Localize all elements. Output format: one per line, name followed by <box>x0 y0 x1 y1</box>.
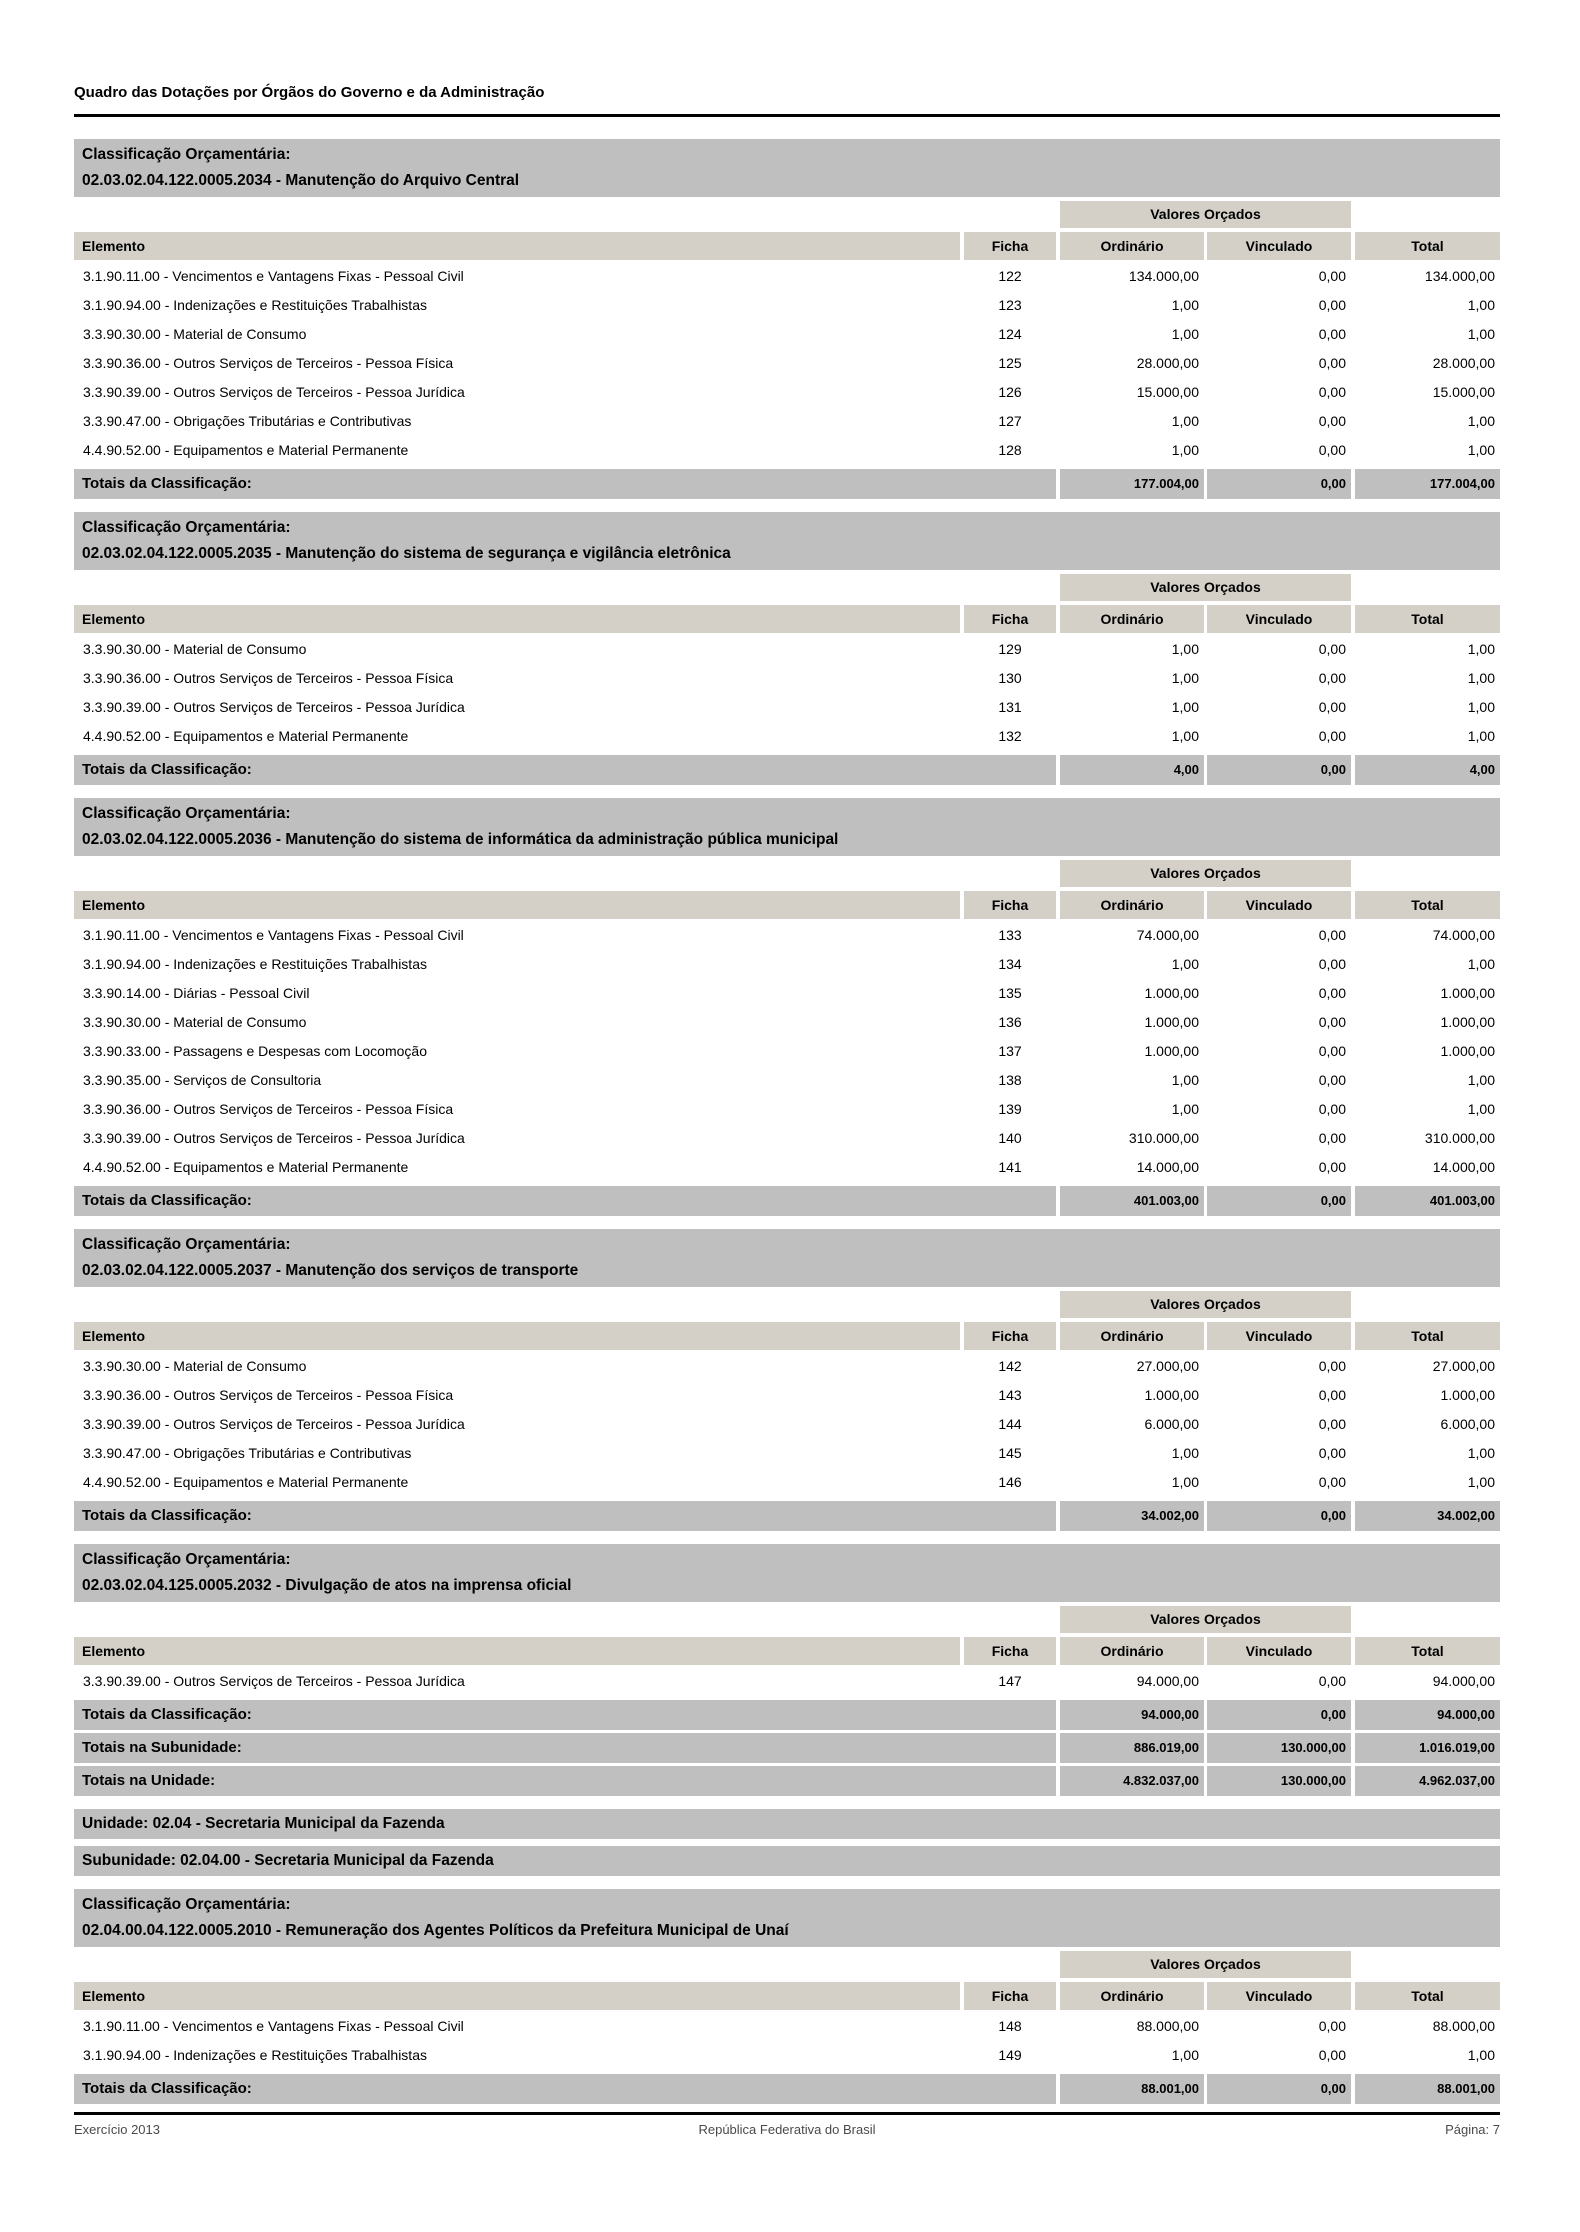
cell-total: 1,00 <box>1467 297 1495 313</box>
cell-ficha: 131 <box>998 699 1022 715</box>
cell-vinculado: 0,00 <box>1318 670 1346 686</box>
totals-ordinario: 88.001,00 <box>1060 2074 1204 2104</box>
classification-band <box>74 1229 1500 1287</box>
classification-section <box>74 139 1500 499</box>
sections-container <box>74 139 1500 2104</box>
column-header-elemento: Elemento <box>74 1637 960 1665</box>
cell-elemento: 3.3.90.30.00 - Material de Consumo <box>83 1358 307 1374</box>
column-header-total: Total <box>1355 891 1500 919</box>
totals-row <box>74 1700 1500 1730</box>
totals-vinculado: 0,00 <box>1207 1700 1351 1730</box>
cell-total: 1,00 <box>1467 1101 1495 1117</box>
classification-section <box>74 512 1500 785</box>
cell-ficha: 123 <box>998 297 1022 313</box>
cell-ficha: 139 <box>998 1101 1022 1117</box>
report-title: Quadro das Dotações por Órgãos do Governo e da Administração <box>74 84 545 101</box>
cell-ordinario: 1,00 <box>1171 297 1199 313</box>
cell-ordinario: 1,00 <box>1171 1445 1199 1461</box>
cell-total: 1,00 <box>1467 326 1495 342</box>
totals-row <box>74 1186 1500 1216</box>
table-row <box>74 436 1500 465</box>
totals-vinculado: 0,00 <box>1207 1501 1351 1531</box>
valores-spacer <box>74 860 1060 887</box>
cell-ordinario: 1.000,00 <box>1144 985 1199 1001</box>
totals-row <box>74 2074 1500 2104</box>
totals-total: 1.016.019,00 <box>1355 1733 1500 1763</box>
totals-ordinario: 4.832.037,00 <box>1060 1766 1204 1796</box>
subunit-band: Subunidade: 02.04.00 - Secretaria Municipal da Fazenda <box>74 1846 1500 1876</box>
footer-texts <box>74 2122 1500 2140</box>
cell-total: 27.000,00 <box>1432 1358 1495 1374</box>
valores-row <box>74 1951 1500 1978</box>
totals-label: Totais na Unidade: <box>74 1766 1056 1796</box>
cell-ordinario: 27.000,00 <box>1136 1358 1199 1374</box>
cell-elemento: 3.3.90.39.00 - Outros Serviços de Terceiros - Pessoa Jurídica <box>83 384 465 400</box>
table-row <box>74 1352 1500 1381</box>
cell-total: 1.000,00 <box>1440 1014 1495 1030</box>
cell-ficha: 146 <box>998 1474 1022 1490</box>
classification-band <box>74 512 1500 570</box>
totals-label: Totais na Subunidade: <box>74 1733 1056 1763</box>
cell-ordinario: 1,00 <box>1171 2047 1199 2063</box>
table-row <box>74 2012 1500 2041</box>
table-row <box>74 979 1500 1008</box>
totals-ordinario: 4,00 <box>1060 755 1204 785</box>
cell-total: 134.000,00 <box>1424 268 1495 284</box>
totals-total: 4,00 <box>1355 755 1500 785</box>
table-row <box>74 1439 1500 1468</box>
column-header-vinculado: Vinculado <box>1207 605 1351 633</box>
report-content <box>74 0 1500 2104</box>
valores-orcados-header: Valores Orçados <box>1060 1291 1351 1318</box>
cell-ordinario: 1.000,00 <box>1144 1014 1199 1030</box>
classification-heading: Classificação Orçamentária: <box>82 1896 291 1913</box>
table-row <box>74 1066 1500 1095</box>
cell-vinculado: 0,00 <box>1318 641 1346 657</box>
column-header-total: Total <box>1355 1982 1500 2010</box>
table-header-row <box>74 1637 1500 1665</box>
cell-elemento: 4.4.90.52.00 - Equipamentos e Material Permanente <box>83 442 409 458</box>
cell-ficha: 135 <box>998 985 1022 1001</box>
classification-band <box>74 798 1500 856</box>
cell-total: 1,00 <box>1467 956 1495 972</box>
cell-ordinario: 6.000,00 <box>1144 1416 1199 1432</box>
table-row <box>74 1410 1500 1439</box>
cell-elemento: 3.1.90.11.00 - Vencimentos e Vantagens Fixas - Pessoal Civil <box>83 268 464 284</box>
footer-exercise-year: Exercício 2013 <box>74 2122 160 2137</box>
totals-row <box>74 1766 1500 1796</box>
cell-vinculado: 0,00 <box>1318 1072 1346 1088</box>
totals-row <box>74 1501 1500 1531</box>
totals-label: Totais da Classificação: <box>74 1501 1056 1531</box>
cell-total: 1,00 <box>1467 728 1495 744</box>
cell-total: 1,00 <box>1467 670 1495 686</box>
valores-row <box>74 860 1500 887</box>
table-row <box>74 2041 1500 2070</box>
table-row <box>74 693 1500 722</box>
valores-spacer <box>74 574 1060 601</box>
header-rule <box>74 114 1500 117</box>
cell-elemento: 3.3.90.39.00 - Outros Serviços de Terceiros - Pessoa Jurídica <box>83 1416 465 1432</box>
totals-label: Totais da Classificação: <box>74 755 1056 785</box>
totals-vinculado: 130.000,00 <box>1207 1733 1351 1763</box>
totals-total: 4.962.037,00 <box>1355 1766 1500 1796</box>
cell-elemento: 3.3.90.33.00 - Passagens e Despesas com Locomoção <box>83 1043 427 1059</box>
cell-elemento: 3.3.90.39.00 - Outros Serviços de Terceiros - Pessoa Jurídica <box>83 699 465 715</box>
totals-label: Totais da Classificação: <box>74 2074 1056 2104</box>
cell-vinculado: 0,00 <box>1318 1445 1346 1461</box>
cell-elemento: 3.3.90.30.00 - Material de Consumo <box>83 1014 307 1030</box>
cell-ficha: 147 <box>998 1673 1022 1689</box>
unit-band: Unidade: 02.04 - Secretaria Municipal da Fazenda <box>74 1809 1500 1839</box>
column-header-elemento: Elemento <box>74 605 960 633</box>
cell-elemento: 3.1.90.11.00 - Vencimentos e Vantagens Fixas - Pessoal Civil <box>83 2018 464 2034</box>
classification-title: 02.03.02.04.122.0005.2035 - Manutenção do sistema de segurança e vigilância eletrônica <box>82 545 731 562</box>
cell-elemento: 3.3.90.36.00 - Outros Serviços de Terceiros - Pessoa Física <box>83 670 454 686</box>
column-header-ordinario: Ordinário <box>1060 605 1204 633</box>
totals-label: Totais da Classificação: <box>74 1186 1056 1216</box>
cell-vinculado: 0,00 <box>1318 326 1346 342</box>
totals-total: 177.004,00 <box>1355 469 1500 499</box>
column-header-vinculado: Vinculado <box>1207 1982 1351 2010</box>
cell-ordinario: 1,00 <box>1171 413 1199 429</box>
totals-total: 88.001,00 <box>1355 2074 1500 2104</box>
classification-heading: Classificação Orçamentária: <box>82 805 291 822</box>
totals-vinculado: 0,00 <box>1207 1186 1351 1216</box>
valores-row <box>74 574 1500 601</box>
totals-ordinario: 886.019,00 <box>1060 1733 1204 1763</box>
valores-spacer <box>74 1951 1060 1978</box>
cell-elemento: 3.3.90.36.00 - Outros Serviços de Terceiros - Pessoa Física <box>83 1387 454 1403</box>
totals-total: 94.000,00 <box>1355 1700 1500 1730</box>
cell-vinculado: 0,00 <box>1318 728 1346 744</box>
cell-vinculado: 0,00 <box>1318 1474 1346 1490</box>
cell-vinculado: 0,00 <box>1318 1043 1346 1059</box>
cell-ficha: 130 <box>998 670 1022 686</box>
cell-ficha: 124 <box>998 326 1022 342</box>
column-header-ordinario: Ordinário <box>1060 1982 1204 2010</box>
footer-page-number: Página: 7 <box>1445 2122 1500 2137</box>
cell-vinculado: 0,00 <box>1318 927 1346 943</box>
cell-ficha: 148 <box>998 2018 1022 2034</box>
cell-elemento: 3.3.90.39.00 - Outros Serviços de Terceiros - Pessoa Jurídica <box>83 1130 465 1146</box>
totals-ordinario: 177.004,00 <box>1060 469 1204 499</box>
table-row <box>74 349 1500 378</box>
cell-elemento: 3.3.90.30.00 - Material de Consumo <box>83 641 307 657</box>
totals-total: 34.002,00 <box>1355 1501 1500 1531</box>
cell-ficha: 122 <box>998 268 1022 284</box>
cell-elemento: 3.1.90.11.00 - Vencimentos e Vantagens Fixas - Pessoal Civil <box>83 927 464 943</box>
cell-ficha: 132 <box>998 728 1022 744</box>
cell-total: 1.000,00 <box>1440 985 1495 1001</box>
cell-total: 1,00 <box>1467 413 1495 429</box>
table-row <box>74 407 1500 436</box>
classification-section <box>74 1544 1500 1796</box>
classification-band <box>74 139 1500 197</box>
table-row <box>74 378 1500 407</box>
valores-orcados-header: Valores Orçados <box>1060 574 1351 601</box>
classification-heading: Classificação Orçamentária: <box>82 1551 291 1568</box>
cell-elemento: 3.3.90.36.00 - Outros Serviços de Terceiros - Pessoa Física <box>83 1101 454 1117</box>
table-header-row <box>74 1322 1500 1350</box>
cell-vinculado: 0,00 <box>1318 2047 1346 2063</box>
column-header-total: Total <box>1355 232 1500 260</box>
table-row <box>74 1124 1500 1153</box>
column-header-ordinario: Ordinário <box>1060 891 1204 919</box>
cell-ficha: 149 <box>998 2047 1022 2063</box>
cell-elemento: 3.3.90.47.00 - Obrigações Tributárias e Contributivas <box>83 1445 412 1461</box>
cell-total: 1.000,00 <box>1440 1387 1495 1403</box>
cell-ficha: 140 <box>998 1130 1022 1146</box>
cell-ficha: 129 <box>998 641 1022 657</box>
footer-center-text: República Federativa do Brasil <box>698 2122 876 2137</box>
cell-elemento: 4.4.90.52.00 - Equipamentos e Material Permanente <box>83 728 409 744</box>
column-header-total: Total <box>1355 605 1500 633</box>
cell-ordinario: 1,00 <box>1171 670 1199 686</box>
totals-vinculado: 0,00 <box>1207 2074 1351 2104</box>
valores-spacer <box>74 1606 1060 1633</box>
cell-ficha: 137 <box>998 1043 1022 1059</box>
cell-total: 1,00 <box>1467 641 1495 657</box>
cell-total: 94.000,00 <box>1432 1673 1495 1689</box>
table-row <box>74 320 1500 349</box>
cell-elemento: 3.1.90.94.00 - Indenizações e Restituições Trabalhistas <box>83 297 427 313</box>
column-header-ficha: Ficha <box>964 891 1056 919</box>
cell-elemento: 3.3.90.47.00 - Obrigações Tributárias e Contributivas <box>83 413 412 429</box>
table-row <box>74 1381 1500 1410</box>
totals-ordinario: 94.000,00 <box>1060 1700 1204 1730</box>
cell-vinculado: 0,00 <box>1318 1358 1346 1374</box>
cell-elemento: 3.1.90.94.00 - Indenizações e Restituições Trabalhistas <box>83 956 427 972</box>
classification-band <box>74 1544 1500 1602</box>
column-header-ordinario: Ordinário <box>1060 1637 1204 1665</box>
table-row <box>74 1008 1500 1037</box>
cell-total: 1,00 <box>1467 1072 1495 1088</box>
cell-total: 1,00 <box>1467 1474 1495 1490</box>
cell-elemento: 3.3.90.36.00 - Outros Serviços de Terceiros - Pessoa Física <box>83 355 454 371</box>
footer-rule <box>74 2112 1500 2115</box>
cell-total: 14.000,00 <box>1432 1159 1495 1175</box>
classification-title: 02.03.02.04.122.0005.2036 - Manutenção do sistema de informática da administração pública municipal <box>82 831 839 848</box>
cell-elemento: 3.3.90.14.00 - Diárias - Pessoal Civil <box>83 985 310 1001</box>
valores-orcados-header: Valores Orçados <box>1060 1951 1351 1978</box>
table-header-row <box>74 891 1500 919</box>
cell-ficha: 127 <box>998 413 1022 429</box>
cell-ordinario: 1,00 <box>1171 1101 1199 1117</box>
classification-title: 02.03.02.04.125.0005.2032 - Divulgação de atos na imprensa oficial <box>82 1577 572 1594</box>
cell-ordinario: 1,00 <box>1171 1474 1199 1490</box>
cell-elemento: 4.4.90.52.00 - Equipamentos e Material Permanente <box>83 1159 409 1175</box>
totals-vinculado: 0,00 <box>1207 469 1351 499</box>
cell-ordinario: 1,00 <box>1171 326 1199 342</box>
totals-row <box>74 755 1500 785</box>
cell-ordinario: 1,00 <box>1171 728 1199 744</box>
column-header-elemento: Elemento <box>74 1982 960 2010</box>
table-row <box>74 1667 1500 1696</box>
cell-ficha: 138 <box>998 1072 1022 1088</box>
valores-row <box>74 1291 1500 1318</box>
totals-row <box>74 1733 1500 1763</box>
classification-title: 02.03.02.04.122.0005.2037 - Manutenção dos serviços de transporte <box>82 1262 579 1279</box>
cell-ficha: 144 <box>998 1416 1022 1432</box>
cell-total: 1,00 <box>1467 699 1495 715</box>
valores-orcados-header: Valores Orçados <box>1060 201 1351 228</box>
classification-title: 02.04.00.04.122.0005.2010 - Remuneração dos Agentes Políticos da Prefeitura Municipal de Unaí <box>82 1922 789 1939</box>
classification-section <box>74 798 1500 1216</box>
totals-vinculado: 130.000,00 <box>1207 1766 1351 1796</box>
column-header-ordinario: Ordinário <box>1060 1322 1204 1350</box>
cell-vinculado: 0,00 <box>1318 1014 1346 1030</box>
table-row <box>74 921 1500 950</box>
table-row <box>74 262 1500 291</box>
cell-ordinario: 88.000,00 <box>1136 2018 1199 2034</box>
column-header-elemento: Elemento <box>74 891 960 919</box>
column-header-vinculado: Vinculado <box>1207 232 1351 260</box>
column-header-total: Total <box>1355 1637 1500 1665</box>
cell-total: 1,00 <box>1467 442 1495 458</box>
cell-ordinario: 94.000,00 <box>1136 1673 1199 1689</box>
column-header-total: Total <box>1355 1322 1500 1350</box>
cell-total: 15.000,00 <box>1432 384 1495 400</box>
totals-ordinario: 34.002,00 <box>1060 1501 1204 1531</box>
cell-vinculado: 0,00 <box>1318 413 1346 429</box>
classification-band <box>74 1889 1500 1947</box>
cell-ordinario: 1,00 <box>1171 442 1199 458</box>
cell-ficha: 145 <box>998 1445 1022 1461</box>
cell-vinculado: 0,00 <box>1318 2018 1346 2034</box>
cell-ficha: 126 <box>998 384 1022 400</box>
cell-ordinario: 74.000,00 <box>1136 927 1199 943</box>
totals-label: Totais da Classificação: <box>74 469 1056 499</box>
valores-orcados-header: Valores Orçados <box>1060 1606 1351 1633</box>
classification-heading: Classificação Orçamentária: <box>82 1236 291 1253</box>
column-header-elemento: Elemento <box>74 1322 960 1350</box>
cell-ordinario: 14.000,00 <box>1136 1159 1199 1175</box>
page-footer <box>74 2112 1500 2140</box>
column-header-vinculado: Vinculado <box>1207 1637 1351 1665</box>
cell-vinculado: 0,00 <box>1318 442 1346 458</box>
cell-total: 1,00 <box>1467 2047 1495 2063</box>
cell-vinculado: 0,00 <box>1318 1101 1346 1117</box>
cell-ficha: 143 <box>998 1387 1022 1403</box>
cell-total: 74.000,00 <box>1432 927 1495 943</box>
cell-ordinario: 28.000,00 <box>1136 355 1199 371</box>
valores-spacer <box>74 201 1060 228</box>
cell-ficha: 128 <box>998 442 1022 458</box>
cell-total: 1.000,00 <box>1440 1043 1495 1059</box>
column-header-ficha: Ficha <box>964 1982 1056 2010</box>
totals-total: 401.003,00 <box>1355 1186 1500 1216</box>
cell-elemento: 3.3.90.30.00 - Material de Consumo <box>83 326 307 342</box>
cell-vinculado: 0,00 <box>1318 1159 1346 1175</box>
column-header-vinculado: Vinculado <box>1207 1322 1351 1350</box>
cell-ficha: 136 <box>998 1014 1022 1030</box>
column-header-elemento: Elemento <box>74 232 960 260</box>
table-row <box>74 722 1500 751</box>
cell-ordinario: 310.000,00 <box>1128 1130 1199 1146</box>
column-header-ficha: Ficha <box>964 232 1056 260</box>
cell-vinculado: 0,00 <box>1318 384 1346 400</box>
cell-vinculado: 0,00 <box>1318 956 1346 972</box>
column-header-ficha: Ficha <box>964 1637 1056 1665</box>
cell-ficha: 125 <box>998 355 1022 371</box>
cell-ordinario: 1,00 <box>1171 699 1199 715</box>
column-header-ficha: Ficha <box>964 1322 1056 1350</box>
cell-ordinario: 15.000,00 <box>1136 384 1199 400</box>
table-header-row <box>74 1982 1500 2010</box>
classification-title: 02.03.02.04.122.0005.2034 - Manutenção do Arquivo Central <box>82 172 520 189</box>
cell-elemento: 4.4.90.52.00 - Equipamentos e Material Permanente <box>83 1474 409 1490</box>
totals-row <box>74 469 1500 499</box>
cell-ordinario: 1.000,00 <box>1144 1387 1199 1403</box>
cell-elemento: 3.3.90.35.00 - Serviços de Consultoria <box>83 1072 322 1088</box>
cell-total: 6.000,00 <box>1440 1416 1495 1432</box>
cell-ficha: 142 <box>998 1358 1022 1374</box>
cell-ordinario: 134.000,00 <box>1128 268 1199 284</box>
table-header-row <box>74 605 1500 633</box>
cell-total: 28.000,00 <box>1432 355 1495 371</box>
valores-orcados-header: Valores Orçados <box>1060 860 1351 887</box>
column-header-ficha: Ficha <box>964 605 1056 633</box>
cell-elemento: 3.3.90.39.00 - Outros Serviços de Terceiros - Pessoa Jurídica <box>83 1673 465 1689</box>
cell-ficha: 133 <box>998 927 1022 943</box>
column-header-ordinario: Ordinário <box>1060 232 1204 260</box>
cell-ordinario: 1,00 <box>1171 641 1199 657</box>
classification-section <box>74 1889 1500 2104</box>
totals-label: Totais da Classificação: <box>74 1700 1056 1730</box>
column-header-vinculado: Vinculado <box>1207 891 1351 919</box>
cell-total: 310.000,00 <box>1424 1130 1495 1146</box>
cell-ordinario: 1.000,00 <box>1144 1043 1199 1059</box>
cell-vinculado: 0,00 <box>1318 297 1346 313</box>
table-row <box>74 664 1500 693</box>
table-row <box>74 1153 1500 1182</box>
classification-section <box>74 1229 1500 1531</box>
cell-total: 1,00 <box>1467 1445 1495 1461</box>
table-row <box>74 1095 1500 1124</box>
cell-vinculado: 0,00 <box>1318 699 1346 715</box>
cell-vinculado: 0,00 <box>1318 985 1346 1001</box>
cell-vinculado: 0,00 <box>1318 1673 1346 1689</box>
table-row <box>74 1037 1500 1066</box>
table-row <box>74 950 1500 979</box>
valores-row <box>74 1606 1500 1633</box>
totals-vinculado: 0,00 <box>1207 755 1351 785</box>
cell-ficha: 134 <box>998 956 1022 972</box>
cell-vinculado: 0,00 <box>1318 355 1346 371</box>
cell-vinculado: 0,00 <box>1318 268 1346 284</box>
table-row <box>74 635 1500 664</box>
cell-ordinario: 1,00 <box>1171 956 1199 972</box>
cell-ordinario: 1,00 <box>1171 1072 1199 1088</box>
totals-ordinario: 401.003,00 <box>1060 1186 1204 1216</box>
classification-heading: Classificação Orçamentária: <box>82 146 291 163</box>
classification-heading: Classificação Orçamentária: <box>82 519 291 536</box>
cell-vinculado: 0,00 <box>1318 1130 1346 1146</box>
table-header-row <box>74 232 1500 260</box>
cell-total: 88.000,00 <box>1432 2018 1495 2034</box>
cell-elemento: 3.1.90.94.00 - Indenizações e Restituições Trabalhistas <box>83 2047 427 2063</box>
valores-row <box>74 201 1500 228</box>
cell-ficha: 141 <box>998 1159 1022 1175</box>
cell-vinculado: 0,00 <box>1318 1387 1346 1403</box>
valores-spacer <box>74 1291 1060 1318</box>
table-row <box>74 1468 1500 1497</box>
table-row <box>74 291 1500 320</box>
cell-vinculado: 0,00 <box>1318 1416 1346 1432</box>
